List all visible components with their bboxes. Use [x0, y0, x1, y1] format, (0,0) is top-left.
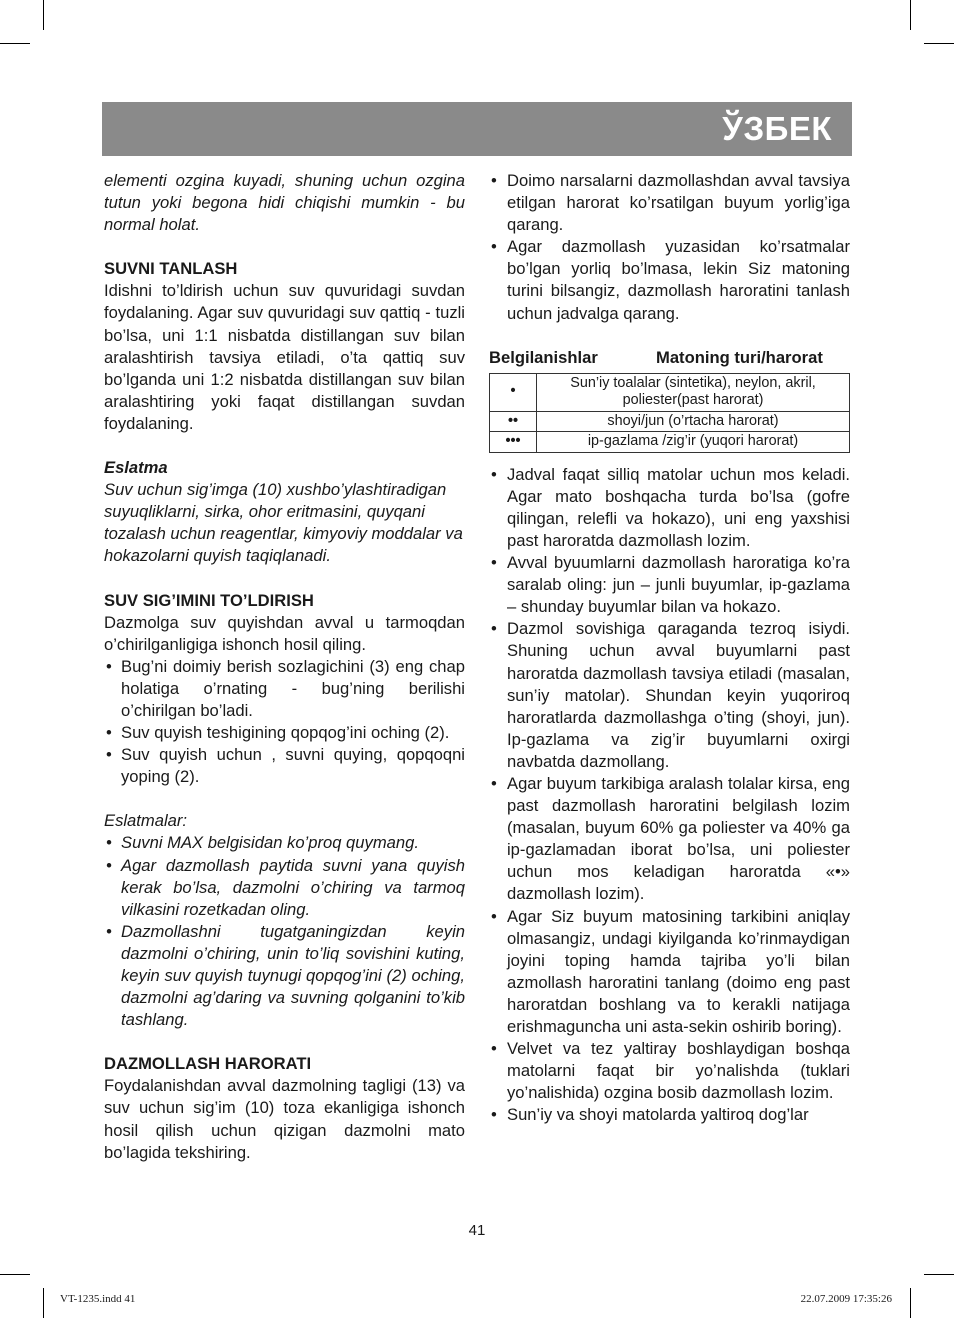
intro-paragraph: elementi ozgina kuyadi, shuning uchun ozgina tutun yoki begona hidi chiqishi mumkin - bu normal holat. [104, 171, 465, 235]
crop-mark [924, 43, 954, 44]
crop-mark [0, 1274, 30, 1275]
symbol-cell: •• [490, 411, 537, 432]
footer-file-info: VT-1235.indd 41 [60, 1293, 136, 1305]
list-item: • Agar dazmollash yuzasidan ko’rsatmalar bo’lgan yorliq bo’lmasa, lekin Siz matoning turini bilsangiz, dazmollash haroratini tanlash uchun jadvalga qarang. [489, 236, 850, 324]
page-number: 41 [468, 1222, 486, 1239]
language-title: ЎЗБЕК [722, 110, 832, 147]
list-item: • Suv quyish uchun , suvni quying, qopqoqni yoping (2). [104, 744, 465, 788]
list-item: • Dazmol sovishiga qaraganda tezroq isiydi. Shuning uchun avval buyumlarni past haroratda dazmollash tavsiya etiladi (masalan, sun’iy matolar). Shundan keyin yuqoriroq haroratlarda dazmollashga o’ting (shoyi, jun). Ip-gazlama va zig’ir buyumlarni oxirgi navbatda dazmollang. [489, 618, 850, 773]
fabric-cell: Sun’iy toalalar (sintetika), neylon, akril, poliester(past harorat) [537, 373, 850, 411]
notes-heading: Eslatmalar: [104, 811, 187, 831]
list-item: • Agar dazmollash paytida suvni yana quyish kerak bo’lsa, dazmolni o’chiring va tarmoq vilkasini rozetkadan oling. [104, 855, 465, 921]
table-header-symbols: Belgilanishlar [489, 347, 598, 367]
fabric-cell: shoyi/jun (o’rtacha harorat) [537, 411, 850, 432]
crop-mark [0, 43, 30, 44]
footer-timestamp: 22.07.2009 17:35:26 [800, 1293, 892, 1305]
section-text-water-choice: Idishni to’ldirish uchun suv quvuridagi suvdan foydalaning. Agar suv quvuridagi suv qattiq - tuzli bo’lsa, uni 1:1 nisbatda distillangan suv bilan aralashtirish tavsiya etiladi, o’ta qattiq suv bo’lganda uni 1:2 nisbatda distillangan suv bilan aralashtiring yoki faqat distillangan suvdan foydalaning. [104, 281, 465, 433]
list-item: • Bug’ni doimiy berish sozlagichini (3) eng chap holatiga o’rnating - bug’ning berilishi o’chirilgan bo’ladi. [104, 656, 465, 722]
crop-mark [43, 1288, 44, 1318]
table-row [490, 373, 850, 411]
language-header-bar [102, 102, 852, 156]
right-column [489, 170, 850, 1126]
list-item: • Velvet va tez yaltiray boshlaydigan boshqa matolarni faqat bir yo’nalishda (tuklari yo’nalishida) ozgina bosib dazmollash lozim. [489, 1038, 850, 1104]
symbol-cell: • [490, 373, 537, 411]
symbol-cell: ••• [490, 432, 537, 453]
list-item: • Suvni MAX belgisidan ko’proq quymang. [104, 832, 465, 854]
note-text: Suv uchun sig’imga (10) xushbo’ylashtiradigan suyuqliklarni, sirka, ohor eritmasini, quyqani tozalash uchun reagentlar, kimyoviy moddalar va hokazolarni quyish taqiqlanadi. [104, 480, 463, 566]
section-text-temperature: Foydalanishdan avval dazmolning tagligi (13) va suv uchun sig’im (10) toza ekanligiga ishonch hosil qilish uchun qizigan dazmolni mato bo’lagida tekshiring. [104, 1076, 465, 1162]
crop-mark [910, 0, 911, 30]
section-heading-temperature: DAZMOLLASH HARORATI [104, 1054, 312, 1074]
table-row [490, 432, 850, 453]
crop-mark [43, 0, 44, 30]
note-heading: Eslatma [104, 458, 168, 478]
crop-mark [924, 1274, 954, 1275]
section-text-filling: Dazmolga suv quyishdan avval u tarmoqdan o’chirilganligiga ishonch hosil qiling. [104, 612, 465, 654]
table-row [490, 411, 850, 432]
top-tips-list [489, 170, 850, 325]
left-column [104, 170, 465, 1164]
list-item: • Suv quyish teshigining qopqog’ini oching (2). [104, 722, 465, 744]
list-item: • Jadval faqat silliq matolar uchun mos keladi. Agar mato boshqacha turda bo’lsa (gofre qilingan, relefli va hokazo), uni eng yaxshisi past haroratda dazmollash lozim. [489, 464, 850, 552]
notes-list [104, 832, 465, 1031]
table-header-fabric: Matoning turi/harorat [656, 347, 823, 367]
bottom-tips-list [489, 464, 850, 1127]
list-item: • Dazmollashni tugatganingizdan keyin dazmolni o’chiring, unin to’liq sovishini kuting, keyin suv quyish tuynugi qopqog’ini (2) oching, dazmolni ag’daring va suvning qolganini to’kib tashlang. [104, 921, 465, 1031]
fabric-cell: ip-gazlama /zig’ir (yuqori harorat) [537, 432, 850, 453]
section-heading-filling: SUV SIG’IMINI TO’LDIRISH [104, 590, 314, 610]
table-header [489, 347, 850, 369]
list-item: • Sun’iy va shoyi matolarda yaltiroq dog’lar [489, 1104, 850, 1126]
list-item: • Doimo narsalarni dazmollashdan avval tavsiya etilgan harorat ko’rsatilgan buyum yorlig’iga qarang. [489, 170, 850, 236]
filling-steps-list [104, 656, 465, 789]
temperature-table [489, 373, 850, 453]
list-item: • Avval byuumlarni dazmollash haroratiga ko’ra saralab oling: jun – junli buyumlar, ip-gazlama – shunday buyumlar bilan va hokazo. [489, 552, 850, 618]
list-item: • Agar Siz buyum matosining tarkibini aniqlay olmasangiz, undagi kiyilganda ko’rinmaydigan joyini toping hamda tajriba yo’li bilan azmollash haroratini tanlang (doimo eng past haroratdan boshlang va to kerakli natijaga erishmaguncha uni asta-sekin oshirib boring). [489, 906, 850, 1039]
list-item: • Agar buyum tarkibiga aralash tolalar kirsa, eng past dazmollash haroratini belgilash lozim (masalan, buyum 60% ga poliester va 40% ga ip-gazlamadan iborat bo’lsa, uni poliester uchun mos keladigan haroratda «•» dazmollash lozim). [489, 773, 850, 906]
crop-mark [910, 1288, 911, 1318]
section-heading-water-choice: SUVNI TANLASH [104, 259, 238, 279]
